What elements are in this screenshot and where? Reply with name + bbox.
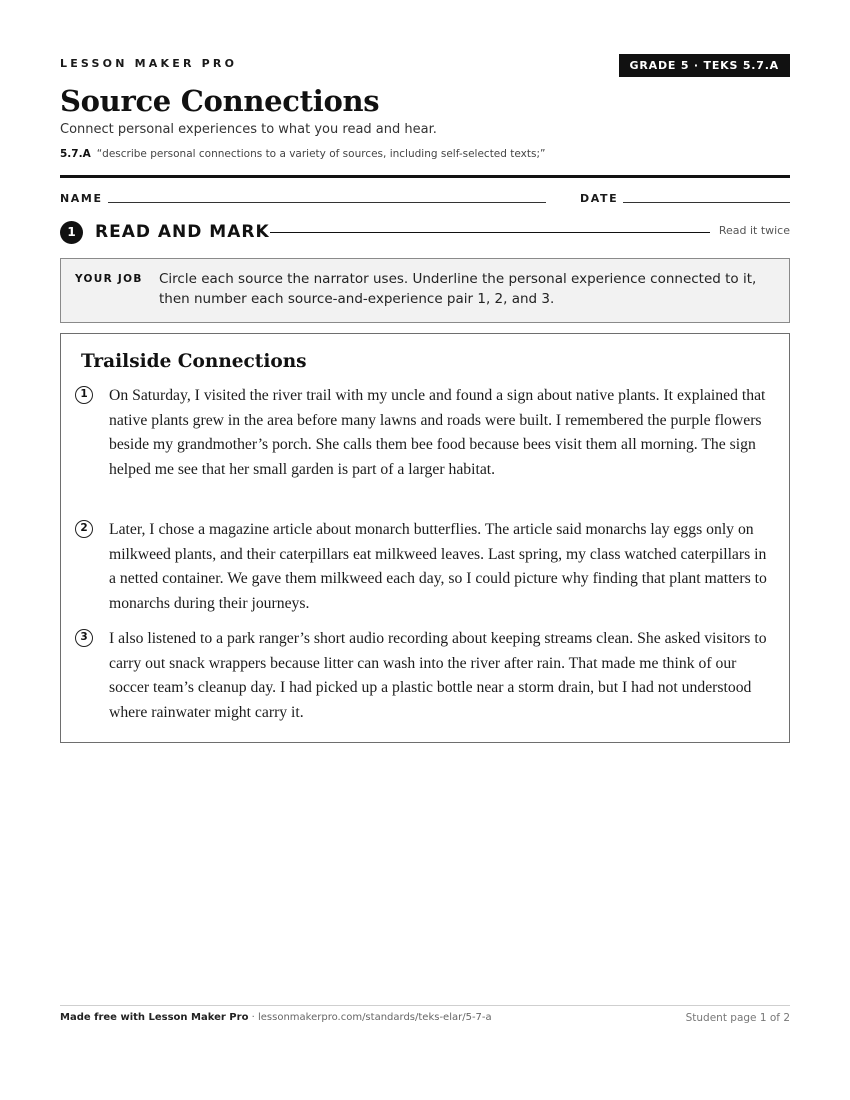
footer-credit xyxy=(60,1012,492,1023)
section-number-badge: 1 xyxy=(60,221,83,244)
grade-badge: GRADE 5 · TEKS 5.7.A xyxy=(619,54,790,77)
instructions-label: YOUR JOB xyxy=(75,273,143,285)
standard-line xyxy=(60,148,545,160)
standard-code: 5.7.A xyxy=(60,148,91,160)
paragraph-text: I also listened to a park ranger’s short audio recording about keeping streams clean. She asked visitors to carry out snack wrappers because litter can wash into the river after rain. That made me think of our soccer team’s cleanup day. I had picked up a plastic bottle near a storm drain, but I had not understood where rainwater might carry it. xyxy=(109,630,767,721)
page-title: Source Connections xyxy=(60,84,380,118)
page-subtitle: Connect personal experiences to what you read and hear. xyxy=(60,122,437,137)
brand-name: LESSON MAKER PRO xyxy=(60,57,238,70)
paragraph-number: 3 xyxy=(75,629,93,647)
instructions-text: Circle each source the narrator uses. Underline the personal experience connected to it, then number each source-and-experience pair 1, 2, and 3. xyxy=(159,271,757,307)
paragraph-number: 1 xyxy=(75,386,93,404)
footer-divider xyxy=(60,1005,790,1006)
date-field[interactable] xyxy=(623,202,790,203)
paragraph-text: Later, I chose a magazine article about monarch butterflies. The article said monarchs lay eggs only on milkweed plants, and their caterpillars eat milkweed leaves. Last spring, my class watched caterpillars in a netted container. We gave them milkweed each day, so I could picture why finding that plant matters to monarchs during their journeys. xyxy=(109,521,767,612)
paragraph-number: 2 xyxy=(75,520,93,538)
footer-made-with: Made free with Lesson Maker Pro xyxy=(60,1012,249,1023)
name-field[interactable] xyxy=(108,202,546,203)
worksheet-page xyxy=(60,0,790,1100)
header-divider xyxy=(60,175,790,178)
student-info-row xyxy=(60,191,790,207)
passage-box xyxy=(60,333,790,743)
date-label: DATE xyxy=(580,192,619,205)
standard-text: “describe personal connections to a variety of sources, including self-selected texts;” xyxy=(96,148,546,160)
section-title: READ AND MARK xyxy=(95,222,270,242)
paragraph-text: On Saturday, I visited the river trail with my uncle and found a sign about native plants. It explained that native plants grew in the area before many lawns and roads were built. I remembered the purple flowers beside my grandmother’s porch. She calls them bee food because bees visit them all morning. The sign helped me see that her small garden is part of a larger habitat. xyxy=(109,387,766,478)
instructions-box xyxy=(60,258,790,323)
section-divider xyxy=(270,232,710,233)
passage-title: Trailside Connections xyxy=(81,351,307,372)
section-note: Read it twice xyxy=(718,224,790,237)
name-label: NAME xyxy=(60,192,103,205)
section-header xyxy=(60,220,790,244)
footer-url: · lessonmakerpro.com/standards/teks-elar/5-7-a xyxy=(248,1012,492,1023)
footer-page-number: Student page 1 of 2 xyxy=(685,1012,790,1024)
